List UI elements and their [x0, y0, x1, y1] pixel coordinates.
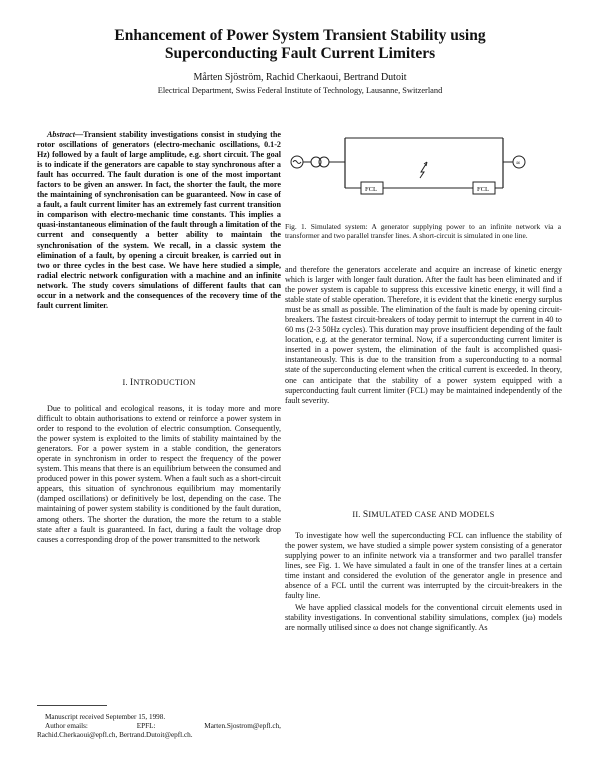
circuit-diagram: [285, 132, 565, 222]
footnote-email-1: Marten.Sjostrom@epfl.ch,: [204, 722, 281, 730]
fcl-label-left: FCL: [365, 186, 377, 193]
section2-title-rest: IMULATED CASE AND MODELS: [368, 510, 495, 519]
title-line-1: Enhancement of Power System Transient Stability using: [114, 27, 486, 44]
footnote-received: Manuscript received September 15, 1998.: [45, 713, 166, 721]
section-title-rest: NTRODUCTION: [133, 378, 196, 387]
abstract-text: Transient stability investigations consist in studying the rotor oscillations of generators (electro-mechanic oscillations, 0.1-2 Hz) followed by a fault of large amplitude, e.g. short circuit. The goal is to indicate if the generators are capable to stay synchronous after a fault has occurred. The fault duration is one of the most important factors to be given an answer. In fact, the shorter the fault, the more the maintaining of synchronisation can be guaranteed. Now in case of a fault, a fault current limiter has an extremely fast current transition in comparison with electro-mechanic time constants. This implies a quasi-instantaneous elimination of the fault through a limitation of the current and consequently a better ability to maintain the synchronisation of the system. We recall, in a classic system the elimination of a fault, by opening a circuit breaker, is carried out in two or three cycles in the best case. We have here studied a simple, radial electric network configuration with a machine and an infinite network. The study covers simulations of different faults that can occur in a network and the consequences of the recovery time of the fault current limiter.: [37, 130, 281, 310]
introduction-paragraph: Due to political and ecological reasons, it is today more and more difficult to obtain authorisations to extend or reinforce a power system in order to respond to the evolution of electric consumption. Consequently, the power system is exploited to the limits of stability maintained by the generators. For a power system in a stable condition, the generators operate in synchronism in order to respect the frequency of the power system. This means that there is an equilibrium between the consumed and produced power in this power system. When a fault such as a short-circuit appears, this situation of synchronous equilibrium may momentarily (damped oscillations) or definitively be lost, depending on the case. The maintaining of power system stability is conditioned by the fault duration, among others. The shorter the duration, the more the return to a stable state after a fault is guaranteed. In fact, during a fault the voltage drop causes a corresponding drop of the power transmitted to the network: [37, 404, 281, 544]
footnote: [37, 713, 281, 740]
abstract: [37, 130, 281, 311]
section2-paragraph-2: We have applied classical models for the conventional circuit elements used in stability investigations. In conventional stability simulations, complex (jω) models are normally utilised since ω does not change significantly. As: [285, 603, 562, 633]
title-line-2: Superconducting Fault Current Limiters: [164, 45, 436, 62]
section2-numeral: II.: [352, 510, 361, 519]
section2-body: [285, 531, 562, 633]
right-column-body: [285, 265, 562, 406]
section2-paragraph-1: To investigate how well the superconducting FCL can influence the stability of the power system, we have studied a simple power system consisting of a generator supplying power to an infinite network via a transformer and two parallel transfer lines, see Fig. 1. We have simulated a fault in one of the transfer lines at a certain time instant and considered the evolution of the generator angle in presence and absence of a FCL until the current was interrupted by the circuit-breakers in the faulty line.: [285, 531, 562, 601]
paper-title: [0, 27, 600, 63]
footnote-emails-epfl: EPFL:: [136, 722, 156, 730]
author-list: Mårten Sjöström, Rachid Cherkaoui, Bertrand Dutoit: [193, 72, 407, 83]
footnote-rule: [37, 705, 107, 706]
fault-lightning-icon: [420, 164, 426, 178]
section-heading-introduction: [37, 378, 281, 388]
figure-caption: Fig. 1. Simulated system: A generator supplying power to an infinite network via a transformer and two parallel transfer lines. A short-circuit is simulated in one line.: [285, 222, 561, 241]
abstract-lead: Abstract: [47, 130, 75, 139]
affiliation: Electrical Department, Swiss Federal Institute of Technology, Lausanne, Switzerland: [157, 86, 443, 95]
abstract-dash: —: [75, 130, 84, 139]
section-heading-simulated-case: [285, 510, 562, 520]
section-numeral: I.: [122, 378, 128, 387]
footnote-email-rest: Rachid.Cherkaoui@epfl.ch, Bertrand.Dutoit@epfl.ch.: [37, 731, 193, 739]
infinite-network-glyph: ∞: [516, 160, 521, 167]
generator-sine: [293, 161, 301, 164]
right-paragraph-continued: and therefore the generators accelerate and acquire an increase of kinetic energy which is larger with longer fault duration. After the fault has been eliminated and if the power system is capable to suppress this excessive kinetic energy, it will find a stable state of stable operation. Therefore, it is evident that the kinetic energy surplus must be as small as possible. The elimination of the fault is made by opening circuit-breakers. The fastest circuit-breakers of today permit to interrupt the current in 40 to 60 ms (2-3 50Hz cycles). This duration may prove insufficient depending of the fault location, e.g. at the generator terminal. Now, if a superconducting current limiter is inserted in a power system, the elimination of the fault is accomplished quasi-instantaneously. This is due to the transition from a superconducting to a normal state of the superconducting element when the critical current is exceeded. In theory, one can anticipate that the stability of a power system equipped with a superconducting fault current limiter (FCL) may be maintained independently of the fault severity.: [285, 265, 562, 405]
section2-initial: S: [362, 510, 369, 520]
introduction-body: [37, 404, 281, 545]
fcl-label-right: FCL: [477, 186, 489, 193]
footnote-emails-row: [37, 722, 281, 731]
footnote-emails-label: Author emails:: [45, 722, 88, 730]
section-initial: I: [130, 378, 134, 388]
